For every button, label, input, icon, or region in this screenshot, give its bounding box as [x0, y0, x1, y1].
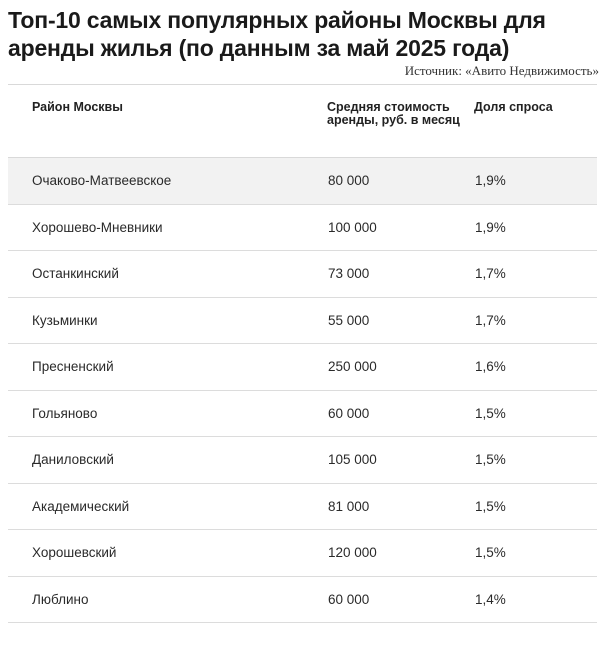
table-row	[8, 483, 597, 530]
table-row	[8, 297, 597, 344]
data-table	[8, 84, 597, 623]
cell-share: 1,5%	[475, 452, 506, 468]
cell-district: Хорошево-Мневники	[32, 219, 163, 235]
cell-share: 1,9%	[475, 173, 506, 189]
cell-price: 120 000	[328, 545, 377, 561]
cell-share: 1,7%	[475, 312, 506, 328]
source-note: Источник: «Авито Недвижимость»	[404, 63, 599, 78]
cell-price: 55 000	[328, 312, 370, 328]
table-row	[8, 204, 597, 251]
cell-share: 1,4%	[475, 591, 506, 607]
cell-price: 250 000	[328, 359, 377, 375]
cell-share: 1,6%	[475, 359, 506, 375]
cell-price: 73 000	[328, 266, 370, 282]
cell-share: 1,5%	[475, 405, 506, 421]
cell-district: Кузьминки	[32, 312, 98, 328]
cell-district: Даниловский	[32, 452, 114, 468]
cell-share: 1,7%	[475, 266, 506, 282]
cell-district: Гольяново	[32, 405, 98, 421]
cell-district: Очаково-Матвеевское	[32, 173, 172, 189]
table-row	[8, 390, 597, 437]
cell-district: Пресненский	[32, 359, 114, 375]
table-row	[8, 251, 597, 298]
header-share: Доля спроса	[474, 85, 597, 158]
table-row	[8, 158, 597, 205]
cell-share: 1,9%	[475, 219, 506, 235]
cell-price: 80 000	[328, 173, 370, 189]
cell-share: 1,5%	[475, 498, 506, 514]
header-row	[8, 85, 597, 158]
cell-price: 60 000	[328, 405, 370, 421]
table-body	[8, 158, 597, 623]
cell-district: Хорошевский	[32, 545, 117, 561]
cell-price: 81 000	[328, 498, 370, 514]
table-header	[8, 85, 597, 158]
table-row	[8, 530, 597, 577]
cell-district: Останкинский	[32, 266, 119, 282]
cell-price: 60 000	[328, 591, 370, 607]
header-district: Район Москвы	[8, 85, 327, 158]
table-row	[8, 437, 597, 484]
cell-price: 105 000	[328, 452, 377, 468]
table-row	[8, 576, 597, 623]
page-title: Топ-10 самых популярных районы Москвы для аренды жилья (по данным за май 2025 года)	[8, 7, 546, 61]
rental-table	[8, 84, 597, 623]
cell-district: Академический	[32, 498, 130, 514]
cell-district: Люблино	[32, 591, 89, 607]
cell-share: 1,5%	[475, 545, 506, 561]
cell-price: 100 000	[328, 219, 377, 235]
header-price: Средняя стоимость аренды, руб. в месяц	[327, 85, 474, 158]
table-row	[8, 344, 597, 391]
